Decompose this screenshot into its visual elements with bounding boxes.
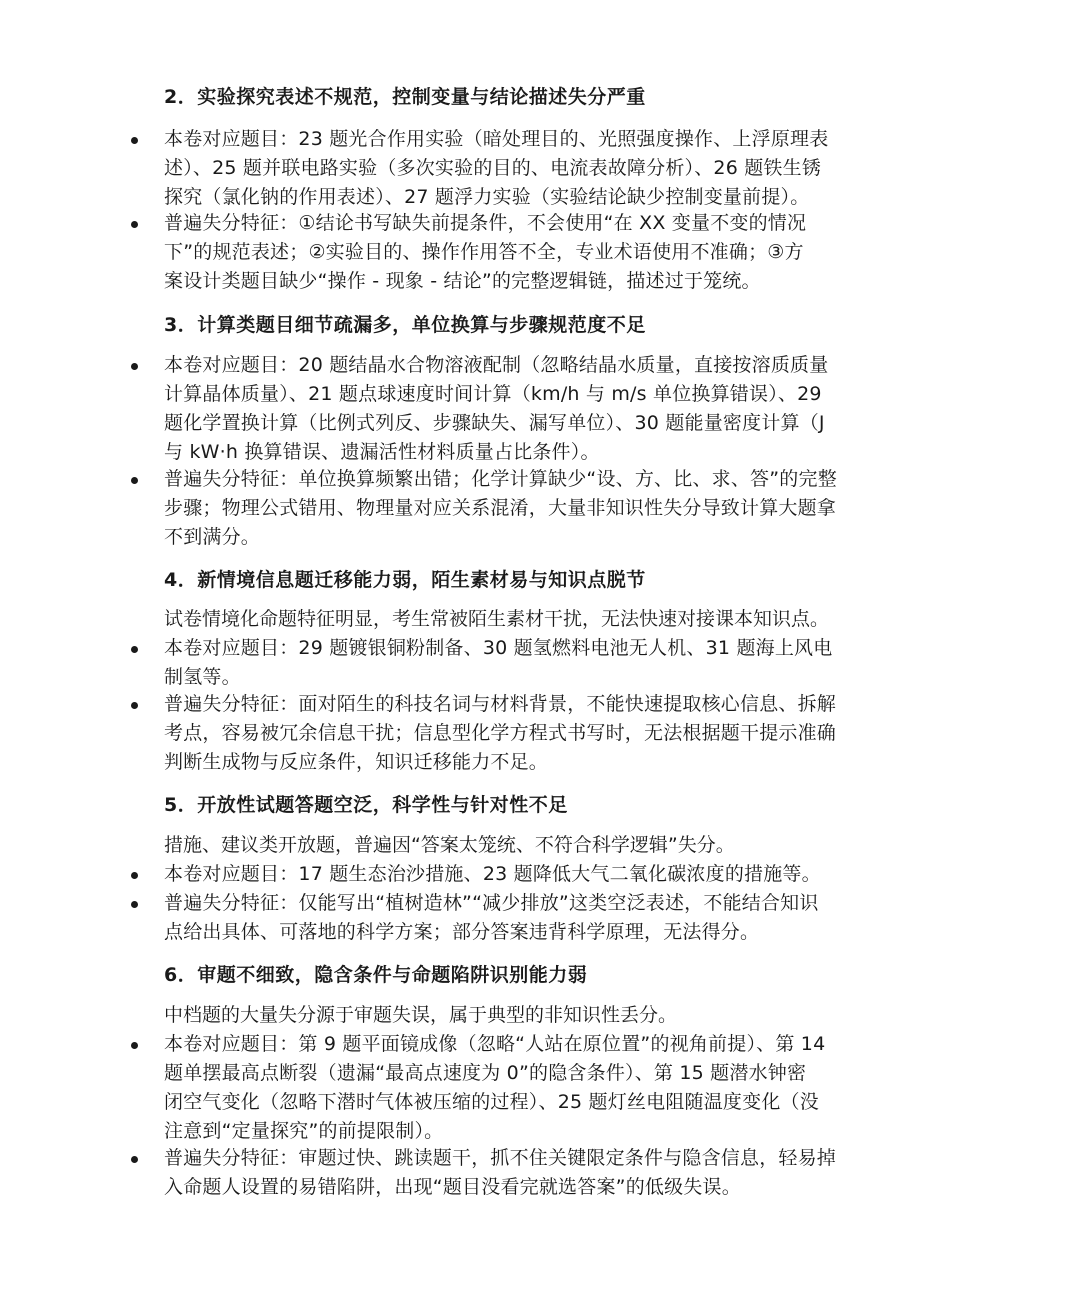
list-item	[164, 634, 924, 692]
text-line: 计算晶体质量）、21 题点球速度时间计算（km/h 与 m/s 单位换算错误）、29	[164, 383, 822, 405]
section-heading: 2．实验探究表述不规范，控制变量与结论描述失分严重	[164, 86, 646, 108]
list-item	[164, 1144, 924, 1202]
text-line: 判断生成物与反应条件，知识迁移能力不足。	[164, 751, 549, 773]
text-line: 普遍失分特征：审题过快、跳读题干，抓不住关键限定条件与隐含信息，轻易掉	[164, 1147, 837, 1169]
section-intro: 试卷情境化命题特征明显，考生常被陌生素材干扰，无法快速对接课本知识点。	[164, 608, 830, 630]
section-intro: 中档题的大量失分源于审题失误，属于典型的非知识性丢分。	[164, 1004, 678, 1026]
text-line: 案设计类题目缺少“操作 - 现象 - 结论”的完整逻辑链，描述过于笼统。	[164, 270, 761, 292]
text-line: 本卷对应题目：20 题结晶水合物溶液配制（忽略结晶水质量，直接按溶质质量	[164, 354, 829, 376]
section-heading: 3．计算类题目细节疏漏多，单位换算与步骤规范度不足	[164, 314, 646, 336]
text-line: 题单摆最高点断裂（遗漏“最高点速度为 0”的隐含条件）、第 15 题潜水钟密	[164, 1062, 807, 1084]
text-line: 本卷对应题目：29 题镀银铜粉制备、30 题氢燃料电池无人机、31 题海上风电	[164, 637, 833, 659]
list-item	[164, 209, 924, 296]
text-line: 本卷对应题目：第 9 题平面镜成像（忽略“人站在原位置”的视角前提）、第 14	[164, 1033, 826, 1055]
text-line: 与 kW·h 换算错误、遗漏活性材料质量占比条件）。	[164, 441, 600, 463]
text-line: 下”的规范表述；②实验目的、操作作用答不全，专业术语使用不准确；③方	[164, 241, 804, 263]
text-line: 制氢等。	[164, 666, 241, 688]
bullet-icon	[131, 1042, 138, 1049]
section-heading: 4．新情境信息题迁移能力弱，陌生素材易与知识点脱节	[164, 569, 646, 591]
list-item	[164, 1030, 924, 1146]
list-item	[164, 690, 924, 777]
text-line: 本卷对应题目：17 题生态治沙措施、23 题降低大气二氧化碳浓度的措施等。	[164, 863, 821, 885]
bullet-icon	[131, 477, 138, 484]
text-line: 普遍失分特征：①结论书写缺失前提条件，不会使用“在 XX 变量不变的情况	[164, 212, 807, 234]
text-line: 步骤；物理公式错用、物理量对应关系混淆，大量非知识性失分导致计算大题拿	[164, 497, 837, 519]
list-item	[164, 889, 924, 947]
text-line: 闭空气变化（忽略下潜时气体被压缩的过程）、25 题灯丝电阻随温度变化（没	[164, 1091, 819, 1113]
text-line: 本卷对应题目：23 题光合作用实验（暗处理目的、光照强度操作、上浮原理表	[164, 128, 829, 150]
bullet-icon	[131, 221, 138, 228]
text-line: 普遍失分特征：单位换算频繁出错；化学计算缺少“设、方、比、求、答”的完整	[164, 468, 837, 490]
text-line: 入命题人设置的易错陷阱，出现“题目没看完就选答案”的低级失误。	[164, 1176, 741, 1198]
text-line: 普遍失分特征：面对陌生的科技名词与材料背景，不能快速提取核心信息、拆解	[164, 693, 837, 715]
text-line: 普遍失分特征：仅能写出“植树造林”“减少排放”这类空泛表述，不能结合知识	[164, 892, 819, 914]
bullet-icon	[131, 646, 138, 653]
bullet-icon	[131, 702, 138, 709]
text-line: 述）、25 题并联电路实验（多次实验的目的、电流表故障分析）、26 题铁生锈	[164, 157, 822, 179]
bullet-icon	[131, 137, 138, 144]
list-item	[164, 860, 924, 889]
list-item	[164, 465, 924, 552]
bullet-icon	[131, 901, 138, 908]
list-item	[164, 125, 924, 212]
list-item	[164, 351, 924, 467]
text-line: 注意到“定量探究”的前提限制）。	[164, 1120, 444, 1142]
bullet-icon	[131, 872, 138, 879]
text-line: 探究（氯化钠的作用表述）、27 题浮力实验（实验结论缺少控制变量前提）。	[164, 186, 810, 208]
text-line: 题化学置换计算（比例式列反、步骤缺失、漏写单位）、30 题能量密度计算（J	[164, 412, 825, 434]
text-line: 考点，容易被冗余信息干扰；信息型化学方程式书写时，无法根据题干提示准确	[164, 722, 837, 744]
text-line: 点给出具体、可落地的科学方案；部分答案违背科学原理，无法得分。	[164, 921, 760, 943]
bullet-icon	[131, 1156, 138, 1163]
section-heading: 5．开放性试题答题空泛，科学性与针对性不足	[164, 794, 568, 816]
text-line: 不到满分。	[164, 526, 261, 548]
bullet-icon	[131, 363, 138, 370]
section-intro: 措施、建议类开放题，普遍因“答案太笼统、不符合科学逻辑”失分。	[164, 834, 735, 856]
section-heading: 6．审题不细致，隐含条件与命题陷阱识别能力弱	[164, 964, 588, 986]
